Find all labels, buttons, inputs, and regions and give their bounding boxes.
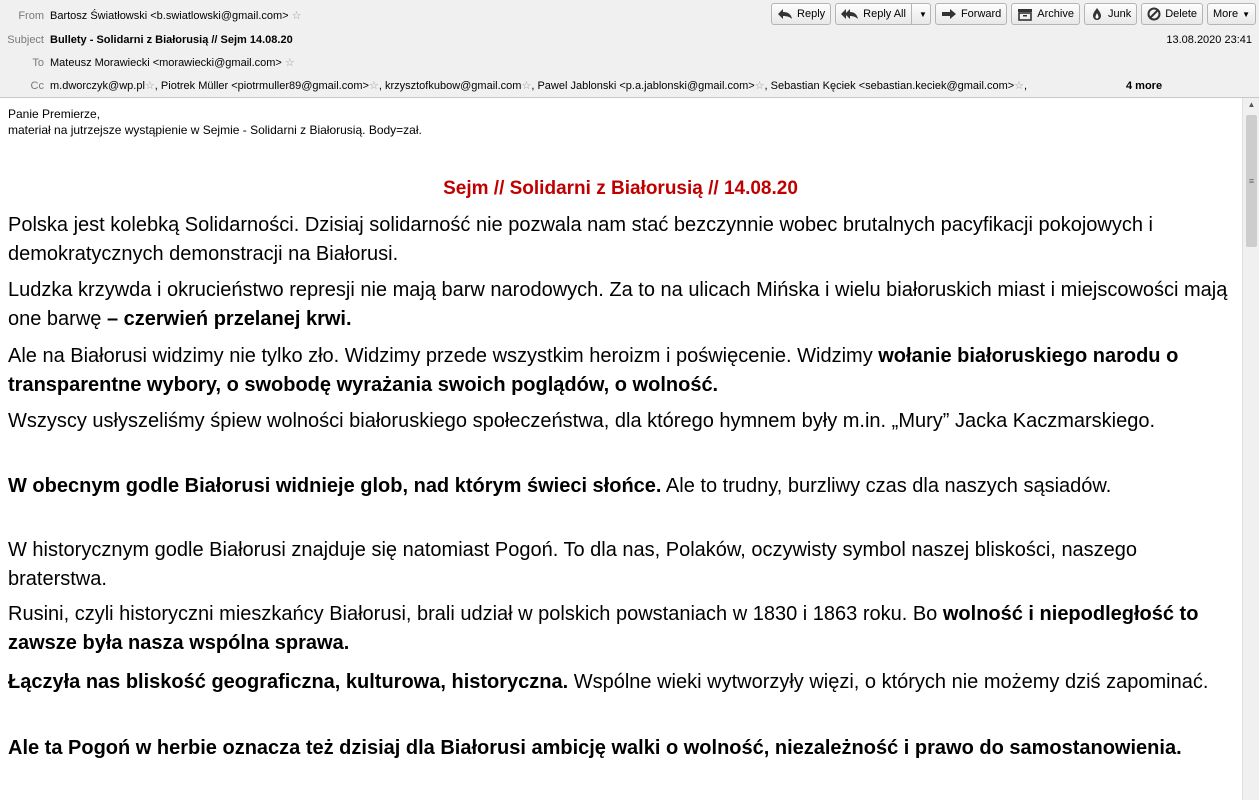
cc-separator: , xyxy=(378,80,382,92)
star-icon[interactable]: ☆ xyxy=(144,80,155,92)
scroll-up-icon[interactable]: ▲ xyxy=(1247,100,1256,109)
paragraph-text: Ludzka krzywda i okrucieństwo represji nie mają barw narodowych. Za to na ulicach Mińska i wielu białoruskich miast i miejscowości mają one barwę xyxy=(8,279,1228,330)
dropdown-icon[interactable]: ▼ xyxy=(918,9,927,19)
message-body xyxy=(0,98,1241,800)
subject-label: Subject xyxy=(7,34,44,46)
paragraph-bold-text: Ale ta Pogoń w herbie oznacza też dzisiaj dla Białorusi ambicję walki o wolność, niezależność i prawo do samostanowienia. xyxy=(8,737,1182,759)
paragraph xyxy=(8,211,1238,269)
star-icon[interactable]: ☆ xyxy=(291,10,302,22)
reply-button[interactable] xyxy=(771,3,831,25)
intro-line: materiał na jutrzejsze wystąpienie w Sejmie - Solidarni z Białorusią. Body=zał. xyxy=(8,123,422,137)
archive-button[interactable] xyxy=(1011,3,1080,25)
from-address[interactable]: Bartosz Światłowski <b.swiatlowski@gmail.com> xyxy=(50,10,289,22)
reply-label: Reply xyxy=(797,8,826,20)
reply-all-label: Reply All xyxy=(863,8,906,20)
message-toolbar xyxy=(771,3,1256,25)
message-header xyxy=(0,0,1259,98)
archive-icon xyxy=(1017,8,1033,21)
paragraph-bold-text: wołanie białoruskiego narodu o transparentne wybory, o swobodę wyrażania swoich poglądów, o wolność. xyxy=(8,345,1179,396)
forward-label: Forward xyxy=(960,8,1002,20)
star-icon[interactable]: ☆ xyxy=(521,80,532,92)
star-icon[interactable]: ☆ xyxy=(754,80,765,92)
more-label: More xyxy=(1213,8,1239,20)
cc-separator: , xyxy=(531,80,535,92)
reply-all-icon xyxy=(841,8,859,20)
paragraph-bold-text: W obecnym godle Białorusi widnieje glob, nad którym świeci słońce. xyxy=(8,475,662,497)
cc-values xyxy=(50,77,1027,95)
junk-icon xyxy=(1090,7,1104,21)
paragraph-text: Wspólne wieki wytworzyły więzi, o których nie możemy dziś zapominać. xyxy=(568,671,1209,693)
junk-label: Junk xyxy=(1107,8,1132,20)
from-value[interactable] xyxy=(50,7,302,25)
subject-value: Bullety - Solidarni z Białorusią // Sejm 14.08.20 xyxy=(50,34,293,46)
paragraph xyxy=(8,734,1238,763)
delete-button[interactable] xyxy=(1141,3,1203,25)
to-label: To xyxy=(32,57,44,69)
paragraph xyxy=(8,407,1238,436)
delete-label: Delete xyxy=(1165,8,1198,20)
paragraph xyxy=(8,600,1238,658)
forward-icon xyxy=(941,8,957,20)
cc-address[interactable]: Sebastian Kęciek <sebastian.keciek@gmail.com> xyxy=(770,80,1015,92)
to-value[interactable] xyxy=(50,54,295,72)
message-date: 13.08.2020 23:41 xyxy=(1166,34,1252,46)
paragraph-bold-text: Łączyła nas bliskość geograficzna, kulturowa, historyczna. xyxy=(8,671,569,693)
cc-address[interactable]: Pawel Jablonski <p.a.jablonski@gmail.com> xyxy=(537,80,755,92)
paragraph-text: Wszyscy usłyszeliśmy śpiew wolności białoruskiego społeczeństwa, dla którego hymnem były m.in. „Mury” Jacka Kaczmarskiego. xyxy=(8,410,1156,432)
paragraph xyxy=(8,668,1238,697)
paragraph-text: Ale to trudny, burzliwy czas dla naszych sąsiadów. xyxy=(661,475,1112,497)
cc-address[interactable]: m.dworczyk@wp.pl xyxy=(50,80,145,92)
reply-icon xyxy=(777,8,793,20)
vertical-scrollbar[interactable] xyxy=(1242,98,1259,800)
paragraph-text: Rusini, czyli historyczni mieszkańcy Białorusi, brali udział w polskich powstaniach w 1830 i 1863 roku. Bo xyxy=(8,603,943,625)
paragraph-text: Ale na Białorusi widzimy nie tylko zło. Widzimy przede wszystkim heroizm i poświęcenie. Widzimy xyxy=(8,345,879,367)
intro-text xyxy=(8,106,422,138)
paragraph-bold-text: – czerwień przelanej krwi. xyxy=(106,308,352,330)
junk-button[interactable] xyxy=(1084,3,1137,25)
paragraph-text: Polska jest kolebką Solidarności. Dzisiaj solidarność nie pozwala nam stać bezczynnie wobec brutalnych pacyfikacji pokojowych i demokratycznych demonstracji na Białorusi. xyxy=(8,214,1153,265)
paragraph xyxy=(8,342,1238,400)
paragraph-text: W historycznym godle Białorusi znajduje się natomiast Pogoń. To dla nas, Polaków, oczywisty symbol naszej bliskości, naszego braterstwa. xyxy=(8,539,1138,590)
document-title: Sejm // Solidarni z Białorusią // 14.08.20 xyxy=(443,178,798,199)
paragraph xyxy=(8,472,1238,501)
paragraph-bold-text: wolność i niepodległość to zawsze była nasza wspólna sprawa. xyxy=(8,603,1199,654)
star-icon[interactable]: ☆ xyxy=(368,80,379,92)
from-label: From xyxy=(18,10,44,22)
more-button[interactable] xyxy=(1207,3,1256,25)
cc-address[interactable]: krzysztofkubow@gmail.com xyxy=(384,80,522,92)
cc-label: Cc xyxy=(30,80,44,92)
cc-separator: , xyxy=(154,80,158,92)
to-address[interactable]: Mateusz Morawiecki <morawiecki@gmail.com> xyxy=(50,57,282,69)
reply-all-button[interactable] xyxy=(835,3,931,25)
cc-separator: , xyxy=(1024,80,1028,92)
star-icon[interactable]: ☆ xyxy=(1014,80,1025,92)
cc-row xyxy=(0,77,1259,95)
star-icon[interactable]: ☆ xyxy=(284,57,295,69)
delete-icon xyxy=(1147,7,1161,21)
forward-button[interactable] xyxy=(935,3,1007,25)
paragraph xyxy=(8,536,1238,594)
paragraph xyxy=(8,276,1238,334)
chevron-down-icon: ▼ xyxy=(1242,9,1250,19)
more-recipients-link[interactable]: 4 more xyxy=(1126,80,1163,92)
cc-address[interactable]: Piotrek Müller <piotrmuller89@gmail.com> xyxy=(160,80,369,92)
greeting: Panie Premierze, xyxy=(8,107,101,121)
cc-separator: , xyxy=(764,80,768,92)
archive-label: Archive xyxy=(1037,8,1074,20)
scrollbar-grip-icon: ≡ xyxy=(1248,176,1255,186)
